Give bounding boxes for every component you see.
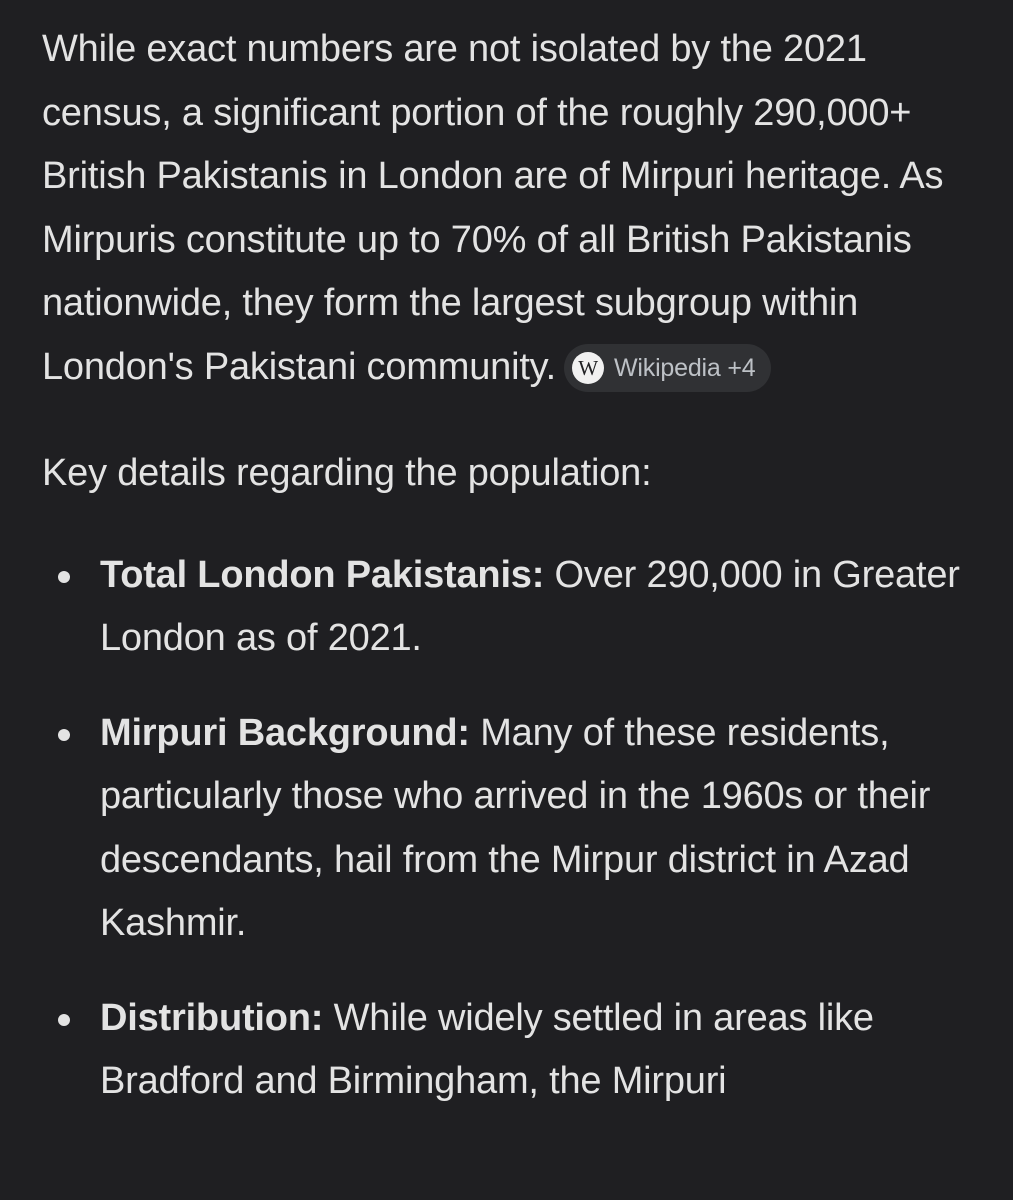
list-item-text: While widely settled in areas like Bradford and Birmingham, the Mirpuri bbox=[100, 996, 874, 1102]
list-item-text: Over 290,000 in Greater London as of 2021. bbox=[100, 553, 960, 659]
details-list bbox=[42, 544, 982, 1114]
list-item-term: Mirpuri Background: bbox=[100, 711, 470, 754]
response-content bbox=[42, 18, 982, 1145]
list-item-term: Total London Pakistanis: bbox=[100, 553, 545, 596]
bullet-icon bbox=[58, 1014, 70, 1026]
list-item-text: Many of these residents, particularly those who arrived in the 1960s or their descendants, hail from the Mirpur district in Azad Kashmir. bbox=[100, 711, 931, 944]
intro-text: While exact numbers are not isolated by the 2021 census, a significant portion of the roughly 290,000+ British Pakistanis in London are of Mirpuri heritage. As Mirpuris constitute up to 70% of all British Pakistanis nationwide, they form the largest subgroup within London's Pakistani community. bbox=[42, 28, 944, 388]
list-item-term: Distribution: bbox=[100, 996, 324, 1039]
key-details-heading: Key details regarding the population: bbox=[42, 452, 652, 494]
bullet-icon bbox=[58, 571, 70, 583]
list-item bbox=[42, 544, 982, 671]
wikipedia-icon: W bbox=[572, 352, 604, 384]
intro-paragraph bbox=[42, 18, 982, 399]
bullet-icon bbox=[58, 729, 70, 741]
list-item bbox=[42, 987, 982, 1114]
list-item bbox=[42, 702, 982, 956]
source-chip-label: Wikipedia +4 bbox=[614, 353, 756, 382]
wikipedia-source-chip[interactable] bbox=[564, 344, 771, 392]
